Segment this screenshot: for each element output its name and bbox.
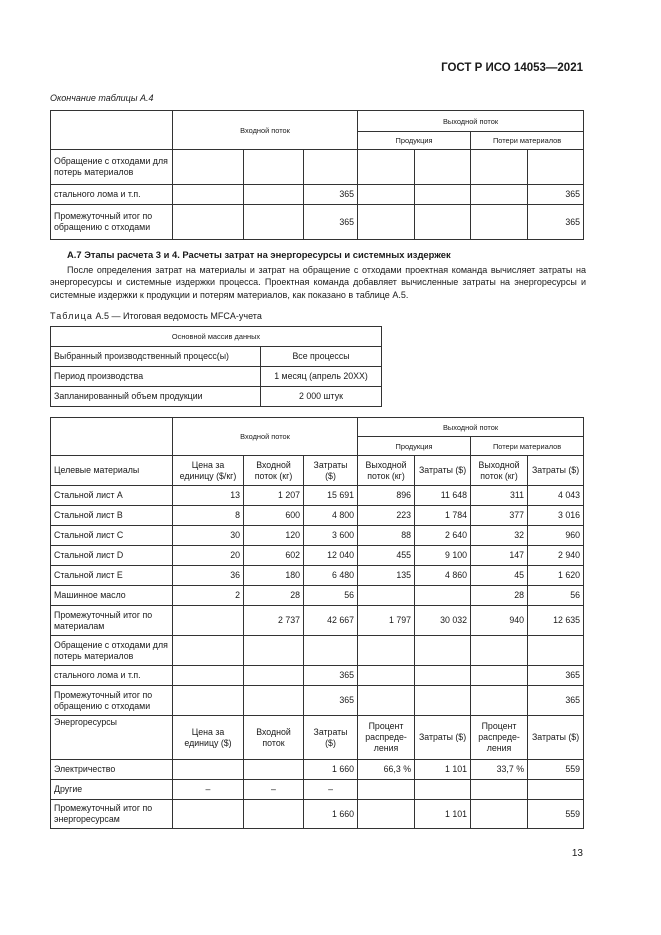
table-a4-product-header: Продукция xyxy=(358,132,471,150)
row-label: Энергоресурсы xyxy=(51,716,173,760)
table-row xyxy=(51,566,584,586)
table-cell: 56 xyxy=(528,586,584,606)
table-cell xyxy=(304,636,358,666)
table-cell: 180 xyxy=(244,566,304,586)
master-data-label: Запланированный объем продукции xyxy=(51,387,261,407)
table-cell xyxy=(244,636,304,666)
table-cell: 365 xyxy=(528,666,584,686)
table-cell: 559 xyxy=(528,800,584,829)
table-cell xyxy=(173,800,244,829)
table-cell: 365 xyxy=(528,686,584,716)
table-cell: 377 xyxy=(471,506,528,526)
table-cell: 365 xyxy=(528,205,584,240)
table-cell: – xyxy=(304,780,358,800)
row-label: Промежуточный итог по энергоресурсам xyxy=(51,800,173,829)
table-cell: 20 xyxy=(173,546,244,566)
table-cell: 1 784 xyxy=(415,506,471,526)
table-cell: 36 xyxy=(173,566,244,586)
row-label: Целевые материалы xyxy=(51,456,173,486)
table-cell xyxy=(173,185,244,205)
table-cell: 2 640 xyxy=(415,526,471,546)
row-label: стального лома и т.п. xyxy=(51,185,173,205)
table-cell: 365 xyxy=(528,185,584,205)
table-cell: – xyxy=(244,780,304,800)
row-label: Обращение с отходами для потерь материалов xyxy=(51,150,173,185)
table-cell: 32 xyxy=(471,526,528,546)
column-header: Затраты ($) xyxy=(528,456,584,486)
table-cell: 28 xyxy=(471,586,528,606)
table-cell xyxy=(471,800,528,829)
table-cell: 2 xyxy=(173,586,244,606)
table-cell: 4 043 xyxy=(528,486,584,506)
table-row xyxy=(51,780,584,800)
table-a5-outflow-header: Выходной поток xyxy=(358,418,584,437)
table-a5-caption-word: Таблица xyxy=(50,311,93,321)
table-a5-losses-header: Потери материалов xyxy=(471,437,584,456)
master-data-label: Период производства xyxy=(51,367,261,387)
row-label: Промежуточный итог по обращению с отходами xyxy=(51,686,173,716)
table-row xyxy=(51,686,584,716)
table-cell: 3 016 xyxy=(528,506,584,526)
table-cell: 600 xyxy=(244,506,304,526)
row-label: Стальной лист E xyxy=(51,566,173,586)
table-cell: 940 xyxy=(471,606,528,636)
column-header: Затраты ($) xyxy=(415,716,471,760)
table-cell: 365 xyxy=(304,205,358,240)
table-cell: 559 xyxy=(528,760,584,780)
row-label: Промежуточный итог по материалам xyxy=(51,606,173,636)
table-cell xyxy=(244,150,304,185)
table-cell xyxy=(358,205,415,240)
column-header: Входной поток xyxy=(244,716,304,760)
column-header: Процент распреде-ления xyxy=(358,716,415,760)
table-a4 xyxy=(50,110,584,240)
table-cell xyxy=(415,586,471,606)
table-row xyxy=(51,666,584,686)
table-cell xyxy=(415,686,471,716)
table-cell xyxy=(358,150,415,185)
table-cell: 42 667 xyxy=(304,606,358,636)
document-code: ГОСТ Р ИСО 14053—2021 xyxy=(441,62,583,74)
table-a4-losses-header: Потери материалов xyxy=(471,132,584,150)
table-cell xyxy=(173,150,244,185)
table-cell: 1 620 xyxy=(528,566,584,586)
table-cell xyxy=(415,780,471,800)
table-cell: 1 101 xyxy=(415,800,471,829)
table-cell: 2 737 xyxy=(244,606,304,636)
table-cell: 602 xyxy=(244,546,304,566)
table-cell: 1 101 xyxy=(415,760,471,780)
table-cell xyxy=(244,686,304,716)
page-number: 13 xyxy=(571,848,583,859)
column-header: Затраты ($) xyxy=(415,456,471,486)
table-cell: 365 xyxy=(304,666,358,686)
table-cell xyxy=(471,666,528,686)
table-cell xyxy=(244,800,304,829)
table-row xyxy=(51,486,584,506)
table-a5-caption xyxy=(50,311,262,321)
table-cell: 147 xyxy=(471,546,528,566)
master-data-label: Выбранный производственный процесс(ы) xyxy=(51,347,261,367)
table-cell xyxy=(415,666,471,686)
column-header: Цена за единицу ($) xyxy=(173,716,244,760)
table-cell: 30 xyxy=(173,526,244,546)
table-cell: 56 xyxy=(304,586,358,606)
table-cell: 30 032 xyxy=(415,606,471,636)
row-label: Электричество xyxy=(51,760,173,780)
table-row xyxy=(51,205,584,240)
table-cell xyxy=(471,205,528,240)
table-cell: – xyxy=(173,780,244,800)
table-cell xyxy=(358,666,415,686)
table-cell: 1 660 xyxy=(304,760,358,780)
row-label: Машинное масло xyxy=(51,586,173,606)
table-cell xyxy=(358,686,415,716)
table-cell xyxy=(173,760,244,780)
master-data-header: Основной массив данных xyxy=(51,327,382,347)
table-cell: 1 207 xyxy=(244,486,304,506)
table-cell: 120 xyxy=(244,526,304,546)
table-cell xyxy=(173,686,244,716)
column-header: Затраты ($) xyxy=(304,456,358,486)
table-cell: 9 100 xyxy=(415,546,471,566)
table-row xyxy=(51,636,584,666)
table-header-row xyxy=(51,716,584,760)
table-row xyxy=(51,760,584,780)
table-cell: 6 480 xyxy=(304,566,358,586)
row-label: Обращение с отходами для потерь материалов xyxy=(51,636,173,666)
table-row xyxy=(51,526,584,546)
table-cell xyxy=(173,666,244,686)
table-cell xyxy=(528,150,584,185)
column-header: Выходной поток (кг) xyxy=(471,456,528,486)
table-cell: 365 xyxy=(304,686,358,716)
table-cell xyxy=(244,760,304,780)
table-row xyxy=(51,800,584,829)
table-row xyxy=(51,506,584,526)
table-cell xyxy=(415,636,471,666)
row-label: Стальной лист D xyxy=(51,546,173,566)
table-cell xyxy=(304,150,358,185)
table-cell: 66,3 % xyxy=(358,760,415,780)
row-label: Другие xyxy=(51,780,173,800)
table-cell: 1 797 xyxy=(358,606,415,636)
table-cell xyxy=(358,780,415,800)
table-cell xyxy=(471,150,528,185)
table-cell: 960 xyxy=(528,526,584,546)
table-cell: 12 635 xyxy=(528,606,584,636)
column-header: Входной поток (кг) xyxy=(244,456,304,486)
master-data-table xyxy=(50,326,382,407)
table-a5-product-header: Продукция xyxy=(358,437,471,456)
master-data-value: 1 месяц (апрель 20XX) xyxy=(261,367,382,387)
table-cell: 3 600 xyxy=(304,526,358,546)
table-cell xyxy=(244,205,304,240)
table-cell: 4 800 xyxy=(304,506,358,526)
table-cell: 455 xyxy=(358,546,415,566)
table-row xyxy=(51,586,584,606)
table-cell: 896 xyxy=(358,486,415,506)
table-a5-body xyxy=(51,456,584,829)
table-cell: 2 940 xyxy=(528,546,584,566)
table-row xyxy=(51,546,584,566)
table-cell: 12 040 xyxy=(304,546,358,566)
table-a4-corner xyxy=(51,111,173,150)
table-cell xyxy=(528,636,584,666)
section-paragraph: После определения затрат на материалы и затрат на обращение с отходами проектная команда вычисляет затраты на энергоресурсы и системные издержки процесса. Проектная команда добавляет вычисленные затраты на энергоресурсы и системные издержки к продукции и потерям материалов, как показано в таблице А.5. xyxy=(50,265,586,300)
table-cell xyxy=(471,780,528,800)
table-cell xyxy=(415,185,471,205)
table-cell: 45 xyxy=(471,566,528,586)
table-cell xyxy=(528,780,584,800)
table-row xyxy=(51,150,584,185)
table-a5-inflow-header: Входной поток xyxy=(173,418,358,456)
table-a4-inflow-header: Входной поток xyxy=(173,111,358,150)
table-cell xyxy=(173,205,244,240)
table-cell: 311 xyxy=(471,486,528,506)
table-cell xyxy=(358,586,415,606)
table-cell: 11 648 xyxy=(415,486,471,506)
table-cell: 135 xyxy=(358,566,415,586)
table-cell: 15 691 xyxy=(304,486,358,506)
table-a4-outflow-header: Выходной поток xyxy=(358,111,584,132)
row-label: Стальной лист А xyxy=(51,486,173,506)
table-a4-caption: Окончание таблицы А.4 xyxy=(50,93,154,103)
table-cell xyxy=(471,636,528,666)
table-cell xyxy=(358,636,415,666)
table-a4-body xyxy=(51,150,584,240)
table-cell xyxy=(173,606,244,636)
table-row xyxy=(51,185,584,205)
table-cell xyxy=(415,205,471,240)
table-cell: 33,7 % xyxy=(471,760,528,780)
master-data-value: 2 000 штук xyxy=(261,387,382,407)
row-label: Промежуточный итог по обращению с отходами xyxy=(51,205,173,240)
table-cell: 1 660 xyxy=(304,800,358,829)
row-label: Стальной лист B xyxy=(51,506,173,526)
table-cell: 8 xyxy=(173,506,244,526)
column-header: Затраты ($) xyxy=(304,716,358,760)
table-cell: 4 860 xyxy=(415,566,471,586)
table-cell xyxy=(244,666,304,686)
column-header: Выходной поток (кг) xyxy=(358,456,415,486)
master-data-value: Все процессы xyxy=(261,347,382,367)
column-header: Затраты ($) xyxy=(528,716,584,760)
row-label: Стальной лист C xyxy=(51,526,173,546)
table-cell: 13 xyxy=(173,486,244,506)
table-cell xyxy=(358,185,415,205)
table-a5 xyxy=(50,417,584,829)
table-cell xyxy=(358,800,415,829)
table-a5-corner xyxy=(51,418,173,456)
table-cell: 88 xyxy=(358,526,415,546)
table-cell xyxy=(471,686,528,716)
table-cell xyxy=(244,185,304,205)
table-header-row xyxy=(51,456,584,486)
section-title: А.7 Этапы расчета 3 и 4. Расчеты затрат на энергоресурсы и системных издержек xyxy=(67,249,451,260)
table-a5-caption-title: А.5 — Итоговая ведомость MFCA-учета xyxy=(93,311,262,321)
table-cell xyxy=(471,185,528,205)
table-cell: 223 xyxy=(358,506,415,526)
table-cell: 28 xyxy=(244,586,304,606)
row-label: стального лома и т.п. xyxy=(51,666,173,686)
table-row xyxy=(51,606,584,636)
table-cell xyxy=(415,150,471,185)
column-header: Цена за единицу ($/кг) xyxy=(173,456,244,486)
column-header: Процент распреде-ления xyxy=(471,716,528,760)
table-cell xyxy=(173,636,244,666)
table-cell: 365 xyxy=(304,185,358,205)
